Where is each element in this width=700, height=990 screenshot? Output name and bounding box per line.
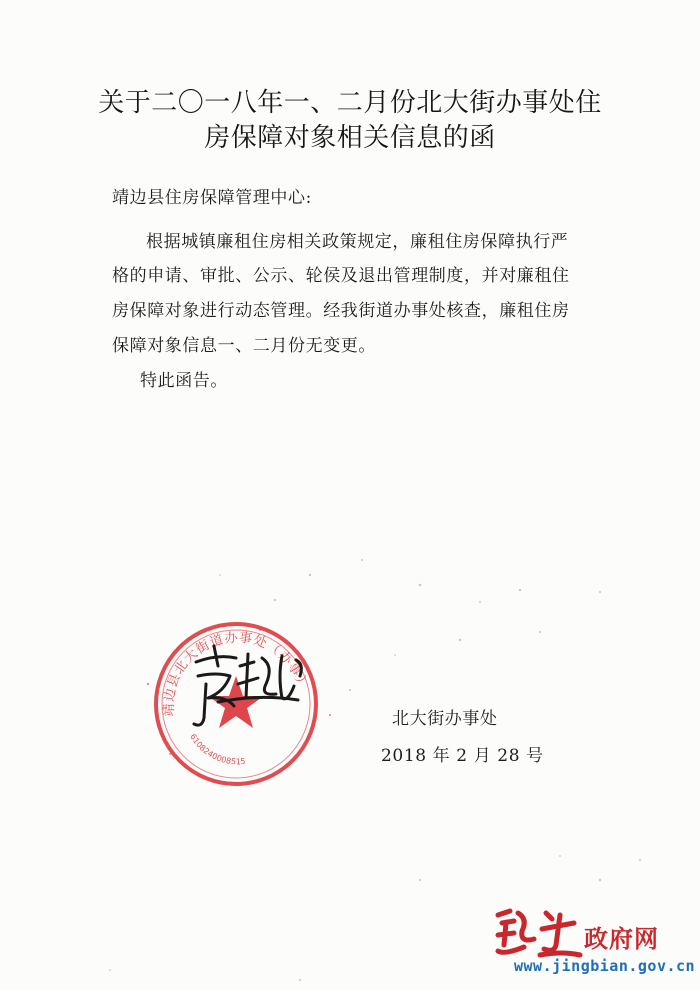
document-title-line-2: 房保障对象相关信息的函 [204, 123, 496, 153]
handwritten-signature [178, 636, 318, 736]
watermark-url: www.jingbian.gov.cn [514, 957, 696, 975]
document-title-line-1: 关于二〇一八年一、二月份北大街办事处住 [98, 88, 602, 118]
paragraph-line-3: 房保障对象进行动态管理。经我街道办事处核查，廉租住房 [112, 301, 570, 321]
watermark-site-name: 政府网 [584, 925, 659, 953]
recipient-line: 靖边县住房保障管理中心: [112, 188, 312, 208]
svg-text:6108240008515: 6108240008515 [188, 732, 246, 767]
issue-date: 2018 年 2 月 28 号 [381, 746, 544, 766]
paragraph-line-1: 根据城镇廉租住房相关政策规定，廉租住房保障执行严 [146, 232, 569, 252]
svg-text:靖边县北大街道办事处（办事）: 靖边县北大街道办事处（办事） [161, 630, 311, 717]
paragraph-line-2: 格的申请、审批、公示、轮侯及退出管理制度，并对廉租住 [112, 266, 570, 286]
jingbian-logo-icon [492, 905, 584, 961]
site-watermark [492, 905, 696, 985]
issuer-name: 北大街办事处 [392, 709, 498, 729]
closing-line: 特此函告。 [140, 371, 228, 391]
paragraph-line-4: 保障对象信息一、二月份无变更。 [112, 336, 376, 356]
